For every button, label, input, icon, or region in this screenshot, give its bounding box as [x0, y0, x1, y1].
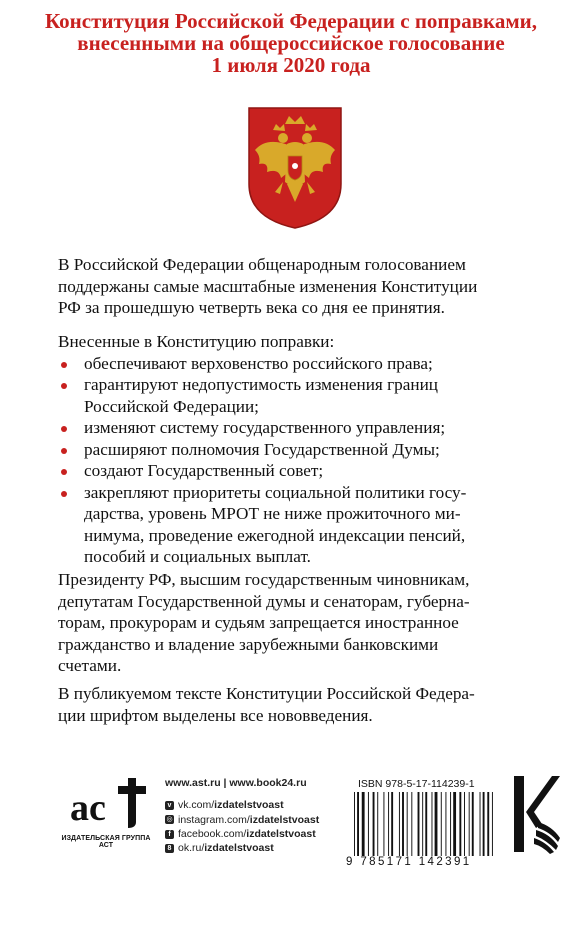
amendment-line: создают Государственный совет;: [84, 461, 324, 480]
barcode-bar: [425, 792, 427, 856]
link-prefix: ok.ru/: [178, 842, 205, 855]
barcode-bar: [373, 792, 375, 856]
amendment-item: [58, 353, 563, 375]
restrictions-line: гражданство и владение зарубежными банковскими: [58, 634, 439, 654]
link-prefix: instagram.com/: [178, 813, 250, 826]
barcode-bar: [480, 792, 481, 856]
amendment-line: изменяют систему государственного управления;: [84, 418, 446, 437]
amendment-item: [58, 374, 563, 417]
note-line: ции шрифтом выделены все нововведения.: [58, 705, 373, 725]
title-line-1: Конституция Российской Федерации с поправками,: [45, 9, 537, 33]
barcode-bar: [453, 792, 456, 856]
bullet-icon: [61, 383, 67, 389]
contact-links: [165, 776, 365, 855]
link-handle: izdatelstvoast: [249, 813, 320, 826]
isbn-number: ISBN 978-5-17-114239-1: [358, 778, 475, 790]
amendments-heading: Внесенные в Конституцию поправки:: [58, 332, 335, 351]
restrictions-line: счетами.: [58, 656, 122, 675]
barcode-bar: [354, 792, 355, 856]
barcode-bar: [411, 792, 412, 856]
barcode-bar: [388, 792, 389, 856]
bullet-icon: [61, 448, 67, 454]
barcode-bar: [418, 792, 420, 856]
barcode-bar: [377, 792, 378, 856]
amendment-line: расширяют полномочия Государственной Думы;: [84, 439, 440, 459]
barcode-bar: [422, 792, 423, 856]
website-links[interactable]: www.ast.ru | www.book24.ru: [165, 777, 307, 789]
amendment-item: [58, 417, 563, 439]
bullet-icon: [61, 426, 67, 432]
restrictions-line: торам, прокурорам и судьям запрещается иностранное: [58, 613, 459, 632]
bullet-icon: [61, 362, 67, 368]
amendments-list: [58, 353, 563, 568]
publisher-logo: [56, 770, 156, 860]
barcode-bar: [391, 792, 393, 856]
barcode-bar: [472, 792, 474, 856]
barcode-bar: [487, 792, 489, 856]
barcode-bar: [383, 792, 384, 856]
barcode-bar: [492, 792, 493, 856]
amendment-line: обеспечивают верховенство российского права;: [84, 353, 433, 373]
barcode-icon: [352, 792, 500, 856]
isbn-block: [346, 776, 504, 872]
barcode-bar: [407, 792, 408, 856]
link-prefix: facebook.com/: [178, 827, 247, 840]
barcode-bar: [445, 792, 446, 856]
amendment-line: гарантируют недопустимость изменения границ: [84, 375, 438, 394]
restrictions-line: Президенту РФ, высшим государственным чиновникам,: [58, 570, 470, 589]
note-paragraph: [58, 683, 563, 726]
instagram-icon: ◎: [166, 816, 173, 824]
amendment-item: [58, 482, 563, 568]
barcode-bar: [368, 792, 369, 856]
barcode-number: 9 785171 142391: [346, 856, 472, 868]
vk-icon: v: [165, 801, 174, 810]
publisher-name: ИЗДАТЕЛЬСКАЯ ГРУППА АСТ: [61, 835, 151, 849]
barcode-bar: [464, 792, 465, 856]
barcode-bar: [402, 792, 404, 856]
barcode-bar: [450, 792, 451, 856]
social-link-ok[interactable]: [165, 841, 365, 855]
amendment-line: нимума, проведение ежегодной индексации пенсий,: [84, 525, 466, 545]
bullet-icon: [61, 469, 67, 475]
intro-line: В Российской Федерации общенародным голосованием: [58, 255, 466, 274]
bullet-icon: [61, 491, 67, 497]
intro-paragraph: [58, 254, 563, 319]
social-link-facebook[interactable]: [165, 827, 365, 841]
barcode-bar: [483, 792, 485, 856]
barcode-bar: [441, 792, 442, 856]
barcode-bar: [432, 792, 433, 856]
barcode-bar: [399, 792, 400, 856]
barcode-bar: [459, 792, 461, 856]
amendment-line: закрепляют приоритеты социальной политики госу-: [84, 482, 467, 502]
barcode-bar: [357, 792, 359, 856]
amendments-section: [58, 331, 563, 568]
ast-logo-icon: [56, 770, 156, 834]
amendment-line: Российской Федерации;: [84, 396, 259, 416]
intro-line: РФ за прошедшую четверть века со дня ее принятия.: [58, 298, 445, 317]
social-link-instagram[interactable]: [165, 813, 365, 827]
note-line: В публикуемом тексте Конституции Российской Федера-: [58, 684, 475, 703]
link-handle: izdatelstvoast: [214, 799, 284, 812]
coat-of-arms-icon: [247, 106, 343, 230]
link-prefix: vk.com/: [178, 799, 215, 812]
cover-title: [20, 10, 562, 76]
amendment-line: пособий и социальных выплат.: [84, 547, 311, 566]
amendment-item: [58, 439, 563, 461]
link-handle: izdatelstvoast: [246, 827, 316, 840]
barcode-bar: [435, 792, 438, 856]
facebook-icon: f: [165, 830, 174, 839]
amendment-line: дарства, уровень МРОТ не ниже прожиточного ми-: [84, 504, 461, 523]
ok-icon: 8: [165, 844, 174, 853]
title-line-3: 1 июля 2020 года: [211, 53, 371, 77]
intro-line: поддержаны самые масштабные изменения Конституции: [58, 276, 478, 296]
svg-text:ac: ac: [70, 787, 106, 829]
amendment-item: [58, 460, 563, 482]
title-line-2: внесенными на общероссийское голосование: [77, 31, 505, 55]
k-publisher-logo-icon: [512, 772, 562, 856]
restrictions-paragraph: [58, 569, 563, 677]
barcode-bar: [469, 792, 470, 856]
social-link-vk[interactable]: [165, 798, 365, 812]
restrictions-line: депутатам Государственной думы и сенаторам, губерна-: [58, 591, 470, 611]
link-handle: izdatelstvoast: [204, 842, 274, 855]
barcode-bar: [362, 792, 365, 856]
